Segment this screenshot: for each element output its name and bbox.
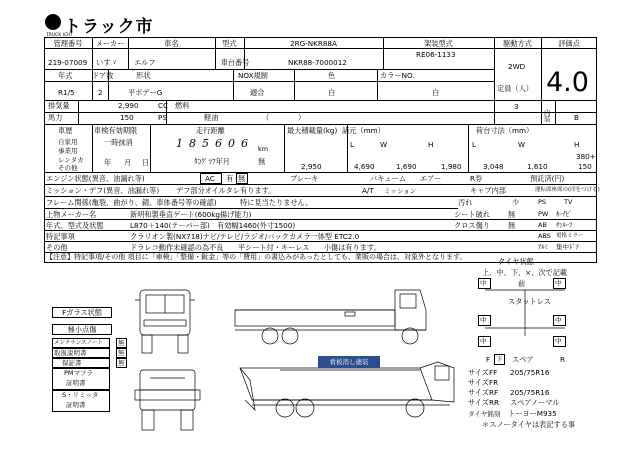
tacho-label: ﾀｺｸﾞﾗﾌ年月 bbox=[194, 157, 230, 166]
recycle-label: 預託済(円) bbox=[530, 174, 565, 183]
notice: 【注意】特記事項/その他 項目に「車検」「整備・鈑金」等の「費用」の書込みがあったとしても、業販の場合は、対象外となります。 bbox=[46, 253, 467, 261]
tire-rl: 中 bbox=[480, 316, 487, 324]
interior-value: B bbox=[574, 113, 579, 122]
history-opt-4: その他 bbox=[58, 164, 78, 172]
brake-label: ブレーキ bbox=[290, 174, 319, 183]
limiter-label: S・リミッタ bbox=[62, 391, 99, 399]
eq-sunroof: ｻﾝﾙｰﾌ bbox=[556, 221, 573, 229]
air-label: エアー bbox=[420, 174, 442, 183]
warranty-value: 無 bbox=[118, 359, 125, 367]
drive-value: 2WD bbox=[508, 62, 526, 71]
ac-yes: 有 bbox=[226, 174, 234, 183]
equip-value: 新明和製垂直ゲート(600kg揚げ能力) bbox=[130, 210, 252, 219]
load-value: 2,950 bbox=[301, 162, 322, 171]
engine-label: 架装型式 bbox=[424, 39, 453, 48]
tire-rl2: 中 bbox=[480, 337, 487, 345]
dirt-label: 汚れ bbox=[458, 198, 473, 207]
eq-tv: TV bbox=[564, 198, 573, 206]
bed-H-value-1: 380+ bbox=[576, 152, 596, 161]
rf-label: サイズRF bbox=[468, 388, 499, 397]
body-W: W bbox=[380, 140, 388, 149]
body-label: 諸元（mm） bbox=[342, 126, 385, 135]
nox-label: NOX規制 bbox=[238, 71, 268, 80]
tmaker-value: トーヨーM935 bbox=[508, 409, 557, 418]
mgmt-value: 219-07009 bbox=[48, 58, 88, 67]
year-mark: 年 bbox=[104, 158, 112, 167]
day-mark: 日 bbox=[142, 158, 150, 167]
stutless-label: スタットレス bbox=[508, 297, 551, 306]
tire-r: R bbox=[560, 355, 565, 364]
warranty-label: 保証書 bbox=[62, 359, 82, 367]
eq-denkey: 電格ミラー bbox=[556, 233, 584, 239]
tire-title: タイヤ状態 bbox=[498, 257, 534, 266]
ff-value: 205/75R16 bbox=[510, 368, 550, 377]
seatbroken-value: 無 bbox=[508, 210, 516, 219]
eq-abs: ABS bbox=[538, 232, 551, 240]
colorno-value: 白 bbox=[432, 88, 440, 97]
interior-label: 内装 bbox=[544, 109, 551, 123]
tire-subtitle: 上、中、下、×、次で記載 bbox=[482, 268, 568, 277]
pm-sub: 証明書 bbox=[66, 379, 86, 387]
rr-value: スペアノーマル bbox=[510, 398, 560, 407]
fr-label: サイズFR bbox=[468, 378, 499, 387]
vacuum-label: バキューム bbox=[370, 174, 406, 183]
year-value: R1/5 bbox=[58, 88, 75, 97]
name-label: 車名 bbox=[164, 39, 179, 48]
mt-label: ミッション bbox=[384, 187, 417, 195]
cab-label: キャブ内部 bbox=[470, 186, 506, 195]
drive-label: 駆動方式 bbox=[503, 39, 532, 48]
mileage-label: 走行距離 bbox=[196, 126, 225, 135]
extras-label: 特記事項 bbox=[46, 232, 75, 241]
history-opt-1: 自家用 bbox=[58, 138, 78, 146]
shaken-value: 一時抹消 bbox=[104, 138, 133, 147]
fglass-label: Fガラス状態 bbox=[62, 308, 102, 317]
history-label: 車歴 bbox=[58, 126, 73, 135]
eq-ps: PS bbox=[538, 198, 547, 206]
history-opt-3: レンタカ bbox=[58, 156, 84, 164]
tacho-value: 無 bbox=[258, 157, 266, 166]
mission-label: ミッション・デフ(異音、油漏れ等) bbox=[46, 186, 160, 195]
disp-value: 2,990 bbox=[118, 101, 139, 110]
frame-value: 特に見当たりません。 bbox=[240, 198, 313, 207]
model-label: 型式 bbox=[222, 39, 237, 48]
eq-navi: ｶｰﾅﾋﾞ bbox=[556, 210, 573, 218]
maker-label: メーカー bbox=[95, 39, 125, 48]
eq-central: 集中ﾄﾞｱ bbox=[556, 243, 579, 251]
body-H-value: 1,980 bbox=[441, 162, 462, 171]
maker-value: いすゞ bbox=[96, 58, 118, 67]
month-mark: 月 bbox=[124, 158, 132, 167]
bed-W-mark: W bbox=[518, 140, 526, 149]
eq-pw: PW bbox=[538, 210, 549, 218]
hp-value: 150 bbox=[120, 113, 134, 122]
capacity-label: 定員（人） bbox=[497, 84, 533, 93]
mileage-value: 185606 bbox=[176, 137, 254, 150]
mission-value: デフ部分オイルタレ有ります。 bbox=[176, 186, 276, 195]
spec-value: L870＋140(テーパー部) 有効幅1460(外寸1500) bbox=[130, 221, 296, 230]
tmaker-label: タイヤ銘刻 bbox=[468, 410, 501, 418]
rf-value: 205/75R16 bbox=[510, 388, 550, 397]
year-label: 年式 bbox=[58, 71, 73, 80]
chassis-value: NKR88-7000012 bbox=[288, 58, 347, 67]
bed-H-value-2: 150 bbox=[578, 162, 592, 171]
engine-cond-label: エンジン状態(異音、油漏れ等) bbox=[46, 174, 145, 183]
tire-ff: 中 bbox=[480, 279, 487, 287]
seat-label: 運転席座席の(印をつける) bbox=[535, 187, 600, 193]
pm-label: PMマフラ bbox=[64, 369, 94, 377]
km-unit: km bbox=[258, 145, 269, 153]
eq-alumi: ｱﾙﾐ bbox=[538, 243, 548, 251]
truck-diagram bbox=[120, 270, 460, 450]
tire-front: 前 bbox=[518, 279, 526, 288]
cross-value: 無 bbox=[508, 221, 516, 230]
bed-W-value: 1,610 bbox=[527, 162, 548, 171]
bed-L-mark: L bbox=[472, 140, 477, 149]
body-L-value: 4,690 bbox=[354, 162, 375, 171]
at-label: A/T bbox=[362, 186, 374, 195]
fuel-label: 燃料 bbox=[175, 101, 190, 110]
bed-H-mark: H bbox=[574, 140, 580, 149]
axle-diagram bbox=[470, 288, 580, 338]
hp-label: 馬力 bbox=[48, 113, 63, 122]
shape-value: 平ボデーG bbox=[128, 88, 163, 97]
history-opt-2: 事業用 bbox=[58, 147, 78, 155]
frame-label: フレーム関係(亀裂、曲がり、錆、車体番号等の確認) bbox=[46, 198, 217, 207]
bed-L-value: 3,048 bbox=[483, 162, 504, 171]
limiter-sub: 証明書 bbox=[66, 401, 86, 409]
load-label: 最大積載量(kg) bbox=[287, 126, 338, 135]
name-value: エルフ bbox=[134, 58, 156, 67]
manual-value: 無 bbox=[118, 349, 125, 357]
hp-unit: PS bbox=[158, 113, 167, 122]
maint-value: 無 bbox=[118, 339, 125, 347]
body-H: H bbox=[428, 140, 434, 149]
tire-note: ＊スノータイヤは表記する事 bbox=[482, 420, 576, 429]
dirt-value: 少 bbox=[512, 198, 520, 207]
capacity-value: 3 bbox=[514, 102, 519, 111]
body-L: L bbox=[350, 140, 355, 149]
manual-label: 取扱説明書 bbox=[54, 349, 87, 357]
logo-mark bbox=[45, 14, 61, 30]
other-value: ドラレコ動作未確認の為不良 平シート付・キーレス 小傷は有ります。 bbox=[130, 243, 381, 252]
minor-label: 極小点傷 bbox=[67, 325, 97, 334]
damage-note-banner: 看板消し塗装 bbox=[318, 356, 380, 368]
other-label: その他 bbox=[46, 243, 68, 252]
model-value: 2RG-NKR88A bbox=[290, 39, 337, 48]
tire-fr: 中 bbox=[555, 279, 562, 287]
ac-label: AC bbox=[205, 174, 215, 183]
ff-label: サイズFF bbox=[468, 368, 498, 377]
shaken-label: 車検有効期限 bbox=[94, 126, 138, 135]
engine-value: RE06-1133 bbox=[416, 50, 456, 59]
equip-label: 上物メーカー名 bbox=[46, 210, 97, 219]
grade-label: 評価点 bbox=[558, 39, 580, 48]
paren: （ ） bbox=[262, 113, 306, 122]
cross-label: クロス傷り bbox=[454, 221, 490, 230]
bed-label: 荷台寸法（mm） bbox=[476, 126, 534, 135]
tire-spare: スペア bbox=[512, 355, 534, 364]
shape-label: 形状 bbox=[136, 71, 151, 80]
tire-rr2: 中 bbox=[555, 337, 562, 345]
extras-value: クラリオン製(NX718)ナビ/テレビ/ラジオ/バックカメラ一体型 ETC2.0 bbox=[130, 232, 360, 241]
color-value: 白 bbox=[328, 88, 336, 97]
ac-no: 無 bbox=[238, 174, 246, 183]
color-label: 色 bbox=[328, 71, 336, 80]
disp-unit: CC bbox=[158, 101, 169, 110]
tire-f: F bbox=[486, 355, 491, 364]
rr-label: サイズRR bbox=[468, 398, 499, 407]
chassis-label: 車台番号 bbox=[220, 58, 250, 67]
disp-label: 排気量 bbox=[48, 101, 70, 110]
tire-ticket: R券 bbox=[470, 174, 483, 183]
tire-rr: 中 bbox=[555, 316, 562, 324]
doors-value: 2 bbox=[98, 88, 103, 97]
maint-label: メンテナンスノート bbox=[54, 340, 103, 346]
body-W-value: 1,690 bbox=[396, 162, 417, 171]
fuel-value: 軽油 bbox=[204, 113, 219, 122]
eq-ab: AB bbox=[538, 221, 547, 229]
mgmt-label: 管理番号 bbox=[53, 39, 83, 48]
colorno-label: カラーNO. bbox=[380, 71, 415, 80]
spec-label: 年式、型式及状態 bbox=[46, 221, 104, 230]
logo-text: トラック市 bbox=[64, 17, 154, 37]
tire-f-v: 下 bbox=[496, 355, 503, 363]
nox-value: 適合 bbox=[250, 88, 265, 97]
grade-value: 4.0 bbox=[546, 67, 589, 98]
logo-sub: TRUCK ICHI bbox=[46, 33, 72, 38]
seatbroken-label: シート破れ bbox=[454, 210, 490, 219]
doors-label: ドア数 bbox=[92, 71, 114, 80]
